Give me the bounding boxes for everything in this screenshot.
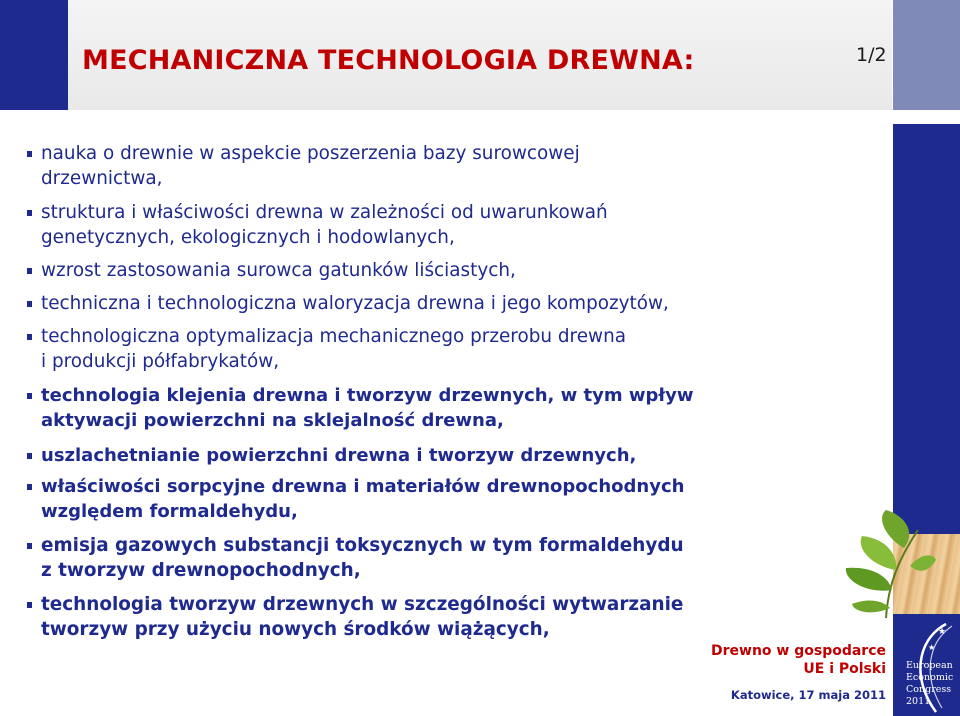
list-item [41,533,861,583]
list-item-line: i produkcji półfabrykatów, [41,351,280,372]
svg-text:★: ★ [938,627,947,637]
list-item [41,474,861,524]
eec-logo [906,660,960,708]
bullet-square-icon [27,334,32,340]
logo-line2: Economic [906,672,954,683]
list-item-line: genetycznych, ekologicznych i hodowlanych, [41,227,455,248]
list-item-line: z tworzyw drewnopochodnych, [41,560,361,581]
list-item-line: właściwości sorpcyjne drewna i materiałów drewnopochodnych [41,476,685,497]
list-item [41,200,861,250]
list-item-line: tworzyw przy użyciu nowych środków wiążących, [41,619,550,640]
footer-event-title [700,642,886,678]
logo-line1: European [906,660,953,671]
bullet-square-icon [27,543,32,549]
logo-year: 2011 [906,696,931,707]
list-item [41,291,861,316]
bullet-square-icon [27,151,32,157]
list-item-line: nauka o drewnie w aspekcie poszerzenia bazy surowcowej [41,143,580,164]
bullet-square-icon [27,393,32,399]
list-item-line: względem formaldehydu, [41,501,298,522]
svg-text:★: ★ [928,643,936,652]
bullet-square-icon [27,210,32,216]
list-item-line: wzrost zastosowania surowca gatunków liściastych, [41,260,516,281]
list-item-line: technologiczna optymalizacja mechanicznego przerobu drewna [41,326,626,347]
logo-line3: Congress [906,684,952,695]
page-number: 1/2 [856,44,887,66]
footer-line1: Drewno w gospodarce [711,643,886,659]
bullet-square-icon [27,301,32,307]
slide-title: MECHANICZNA TECHNOLOGIA DREWNA: [82,45,695,76]
right-decor-strip [893,124,960,534]
bullet-square-icon [27,453,32,459]
list-item-line: uszlachetnianie powierzchni drewna i tworzyw drzewnych, [41,445,637,466]
bullet-square-icon [27,268,32,274]
list-item-line: techniczna i technologiczna waloryzacja drewna i jego kompozytów, [41,293,669,314]
footer-date: Katowice, 17 maja 2011 [730,688,886,702]
list-item-line: aktywacji powierzchni na sklejalność drewna, [41,410,504,431]
list-item [41,258,861,283]
list-item [41,141,861,191]
right-decor-strip-top [893,0,960,110]
list-item-line: emisja gazowych substancji toksycznych w tym formaldehydu [41,535,684,556]
list-item-line: drzewnictwa, [41,168,163,189]
list-item [41,443,861,468]
list-item [41,592,861,642]
list-item [41,324,861,374]
bullet-square-icon [27,484,32,490]
list-item [41,383,861,433]
footer-line2: UE i Polski [803,661,886,677]
list-item-line: technologia tworzyw drzewnych w szczególności wytwarzanie [41,594,684,615]
bullet-square-icon [27,602,32,608]
list-item-line: struktura i właściwości drewna w zależności od uwarunkowań [41,202,608,223]
list-item-line: technologia klejenia drewna i tworzyw drzewnych, w tym wpływ [41,385,694,406]
